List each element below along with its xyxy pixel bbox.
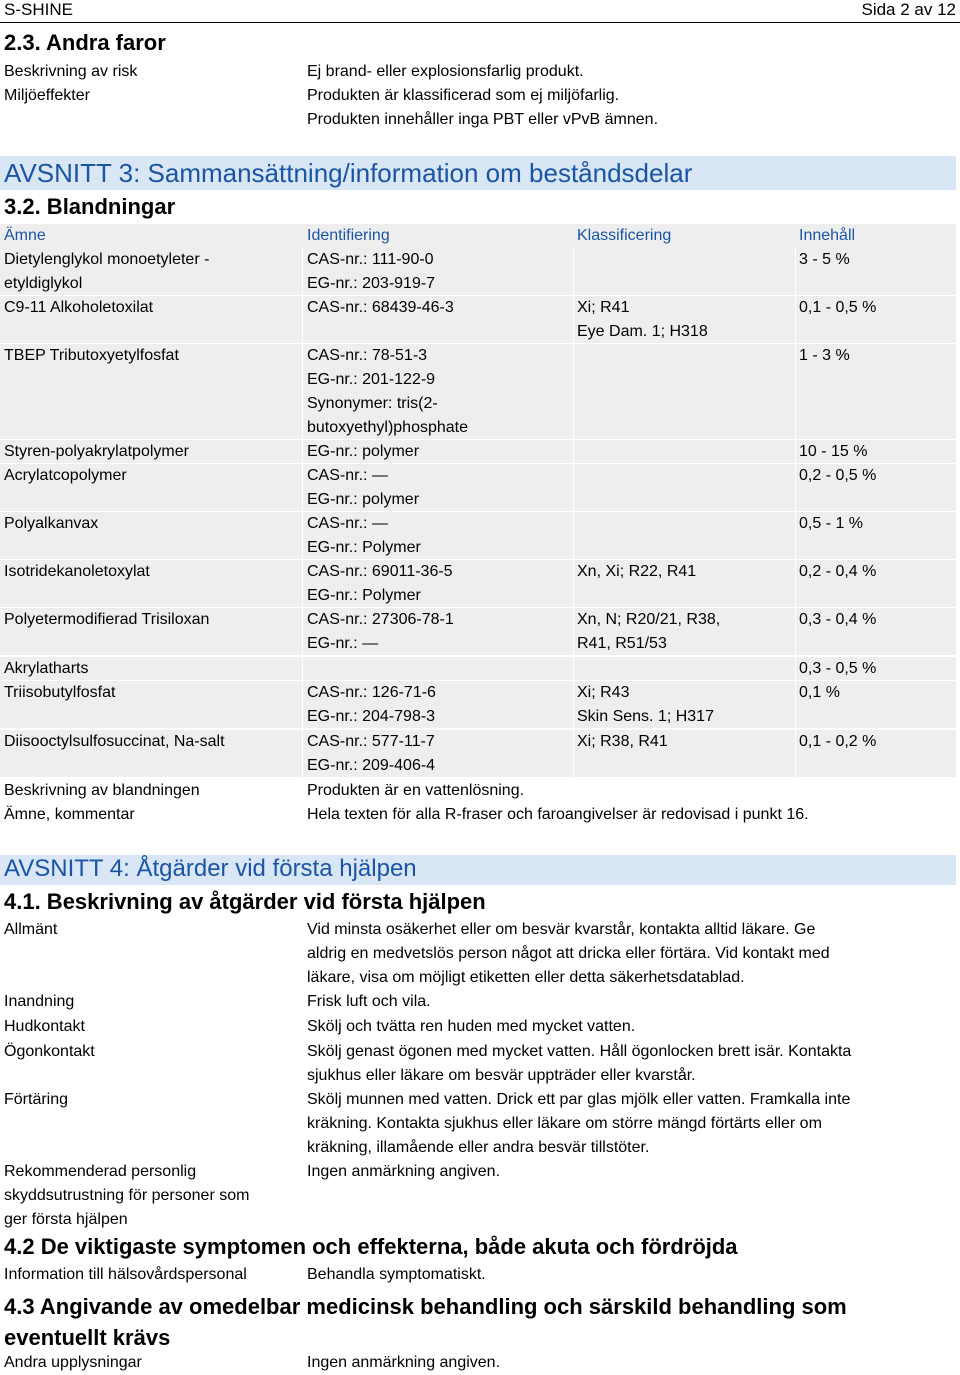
value-general: Vid minsta osäkerhet eller om besvär kvarstår, kontakta alltid läkare. Ge aldrig en medvetslös person något att dricka eller förtära. Vid kontakt med läkare, visa om möjligt etiketten eller detta säkerhetsdatablad. [307,921,830,986]
table-cell-cls [574,681,795,728]
table-cell-cls [574,464,795,511]
table-row [0,730,956,777]
table-cell-name [0,296,302,343]
table-row [0,296,956,343]
table-cell-name [0,657,302,680]
table-cell-name [0,344,302,439]
table-cell-cls [574,248,795,295]
table-row [0,681,956,728]
cell-text-id: EG-nr.: polymer [307,443,420,460]
cell-text-id: CAS-nr.: — EG-nr.: Polymer [307,515,421,556]
table-cell-id [303,657,573,680]
table-cell-cls [574,296,795,343]
cell-text-name: Isotridekanoletoxylat [4,563,150,580]
value-eye-contact: Skölj genast ögonen med mycket vatten. Håll ögonlocken brett isär. Kontakta sjukhus eller läkare om besvär uppträder eller kvarstår. [307,1043,852,1084]
table-cell-name [0,560,302,607]
cell-text-content: 1 - 3 % [799,347,850,364]
table-cell-content [796,464,956,511]
table-cell-content [796,560,956,607]
cell-text-content: 0,1 - 0,5 % [799,299,877,316]
value-protective-equipment: Ingen anmärkning angiven. [307,1163,501,1180]
label-general: Allmänt [4,921,58,938]
section-4-1-title: 4.1. Beskrivning av åtgärder vid första hjälpen [4,889,486,914]
table-cell-name [0,440,302,463]
table-cell-name [0,512,302,559]
cell-text-name: Styren-polyakrylatpolymer [4,443,189,460]
table-row [0,512,956,559]
cell-text-content: 0,5 - 1 % [799,515,864,532]
cell-text-id: CAS-nr.: 27306-78-1 EG-nr.: — [307,611,454,652]
th-classification: Klassificering [577,227,672,244]
page-number: Sida 2 av 12 [861,0,956,19]
section-4-2-title: 4.2 De viktigaste symptomen och effekterna, både akuta och fördröjda [4,1234,738,1259]
value-health-personnel-info: Behandla symptomatiskt. [307,1266,486,1283]
cell-text-id: CAS-nr.: — EG-nr.: polymer [307,467,420,508]
table-row [0,560,956,607]
table-cell-content [796,730,956,777]
table-row [0,464,956,511]
cell-text-cls: Xi; R38, R41 [577,733,668,750]
cell-text-content: 0,1 % [799,684,840,701]
cell-text-content: 0,1 - 0,2 % [799,733,877,750]
value-mixture-description: Produkten är en vattenlösning. [307,782,525,799]
cell-text-content: 0,2 - 0,4 % [799,563,877,580]
cell-text-name: C9-11 Alkoholetoxilat [4,299,154,316]
th-substance: Ämne [4,227,46,244]
cell-text-cls: Xn, N; R20/21, R38, R41, R51/53 [577,611,721,652]
table-cell-cls [574,657,795,680]
cell-text-id: CAS-nr.: 126-71-6 EG-nr.: 204-798-3 [307,684,436,725]
table-cell-content [796,440,956,463]
table-row [0,248,956,295]
label-skin-contact: Hudkontakt [4,1018,85,1035]
table-row [0,440,956,463]
cell-text-cls: Xi; R43 Skin Sens. 1; H317 [577,684,714,725]
cell-text-content: 0,3 - 0,4 % [799,611,877,628]
table-cell-content [796,681,956,728]
table-cell-id [303,248,573,295]
cell-text-name: Dietylenglykol monoetyleter - etyldiglykol [4,251,210,292]
label-mixture-description: Beskrivning av blandningen [4,782,200,799]
cell-text-name: Acrylatcopolymer [4,467,127,484]
cell-text-name: Diisooctylsulfosuccinat, Na-salt [4,733,225,750]
label-health-personnel-info: Information till hälsovårdspersonal [4,1266,247,1283]
cell-text-id: CAS-nr.: 577-11-7 EG-nr.: 209-406-4 [307,733,436,774]
cell-text-name: Akrylatharts [4,660,89,677]
value-ingestion: Skölj munnen med vatten. Drick ett par glas mjölk eller vatten. Framkalla inte kräkning. Kontakta sjukhus eller läkare om större mängd förtärts eller om kräkning, illamående eller andra besvär tillstöter. [307,1091,851,1156]
label-other-info: Andra upplysningar [4,1354,142,1371]
table-cell-content [796,512,956,559]
label-risk-description: Beskrivning av risk [4,63,138,80]
cell-text-id: CAS-nr.: 68439-46-3 [307,299,454,316]
value-other-info: Ingen anmärkning angiven. [307,1354,501,1371]
table-cell-cls [574,730,795,777]
cell-text-name: TBEP Tributoxyetylfosfat [4,347,179,364]
cell-text-content: 0,2 - 0,5 % [799,467,877,484]
section-3-title: AVSNITT 3: Sammansättning/information om beståndsdelar [4,158,693,188]
table-cell-cls [574,608,795,655]
table-cell-name [0,681,302,728]
label-protective-equipment: Rekommenderad personlig skyddsutrustning för personer som ger första hjälpen [4,1163,250,1228]
label-ingestion: Förtäring [4,1091,69,1108]
table-cell-name [0,464,302,511]
table-cell-content [796,344,956,439]
table-row [0,657,956,680]
table-cell-cls [574,512,795,559]
table-cell-id [303,440,573,463]
table-cell-id [303,464,573,511]
table-cell-cls [574,344,795,439]
cell-text-content: 0,3 - 0,5 % [799,660,877,677]
cell-text-name: Triisobutylfosfat [4,684,116,701]
value-risk-description: Ej brand- eller explosionsfarlig produkt. [307,63,584,80]
th-identification: Identifiering [307,227,390,244]
table-cell-name [0,730,302,777]
label-environmental-effects: Miljöeffekter [4,87,90,104]
section-4-title: AVSNITT 4: Åtgärder vid första hjälpen [4,855,417,882]
value-environmental-effects: Produkten är klassificerad som ej miljöfarlig. Produkten innehåller inga PBT eller vPvB ämnen. [307,87,659,128]
value-substance-comment: Hela texten för alla R-fraser och faroangivelser är redovisad i punkt 16. [307,806,809,823]
page-header [0,0,960,23]
table-cell-id [303,560,573,607]
table-cell-id [303,344,573,439]
cell-text-cls: Xi; R41 Eye Dam. 1; H318 [577,299,708,340]
table-cell-content [796,608,956,655]
table-row [0,608,956,655]
table-cell-name [0,608,302,655]
cell-text-id: CAS-nr.: 69011-36-5 EG-nr.: Polymer [307,563,453,604]
cell-text-content: 10 - 15 % [799,443,868,460]
label-inhalation: Inandning [4,993,75,1010]
table-cell-content [796,296,956,343]
table-cell-cls [574,440,795,463]
table-cell-id [303,608,573,655]
section-3-2-title: 3.2. Blandningar [4,194,176,219]
cell-text-id: CAS-nr.: 78-51-3 EG-nr.: 201-122-9 Synonymer: tris(2- butoxyethyl)phosphate [307,347,468,436]
label-eye-contact: Ögonkontakt [4,1043,95,1060]
cell-text-id: CAS-nr.: 111-90-0 EG-nr.: 203-919-7 [307,251,436,292]
table-row [0,344,956,439]
cell-text-name: Polyetermodifierad Trisiloxan [4,611,210,628]
value-skin-contact: Skölj och tvätta ren huden med mycket vatten. [307,1018,636,1035]
cell-text-content: 3 - 5 % [799,251,850,268]
table-cell-content [796,657,956,680]
table-cell-id [303,730,573,777]
table-cell-name [0,248,302,295]
product-name: S-SHINE [4,0,73,19]
table-cell-id [303,512,573,559]
th-content: Innehåll [799,227,856,244]
table-cell-id [303,296,573,343]
table-cell-content [796,248,956,295]
cell-text-cls: Xn, Xi; R22, R41 [577,563,697,580]
section-2-3-title: 2.3. Andra faror [4,30,166,55]
label-substance-comment: Ämne, kommentar [4,806,135,823]
table-cell-id [303,681,573,728]
section-4-3-title: 4.3 Angivande av omedelbar medicinsk behandling och särskild behandling som eventuellt krävs [4,1294,847,1350]
table-cell-cls [574,560,795,607]
value-inhalation: Frisk luft och vila. [307,993,431,1010]
cell-text-name: Polyalkanvax [4,515,99,532]
